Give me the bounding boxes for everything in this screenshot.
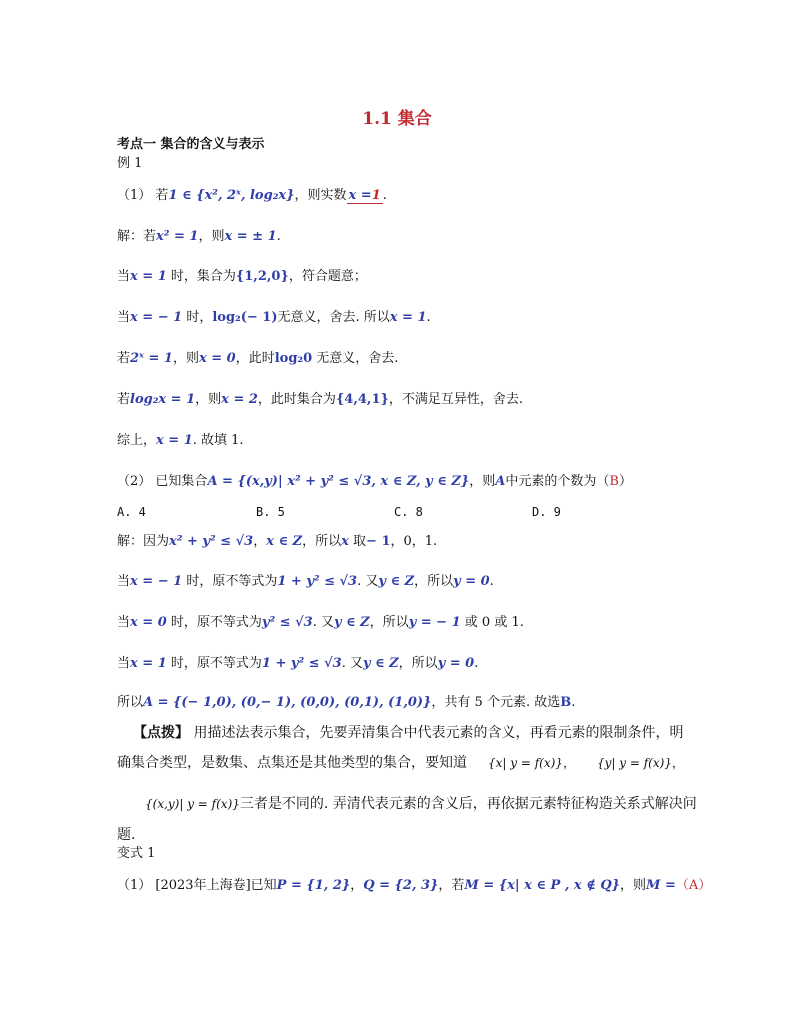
text: 用描述法表示集合，先要弄清集合中代表元素的含义，再看元素的限制条件，明: [189, 725, 684, 741]
math-expr: y = 0: [437, 656, 475, 671]
solution-line: [117, 694, 575, 712]
text: 时，集合为: [166, 269, 236, 284]
text: 当: [117, 574, 131, 589]
math-expr: {4,4,1}: [335, 392, 389, 407]
answer: 1: [371, 188, 381, 203]
solution-line: [117, 655, 478, 673]
text: 当: [117, 615, 131, 630]
text: ，: [671, 756, 684, 770]
text: 无意义，舍去.: [312, 351, 399, 366]
math-expr: 1 + y² ≤ √3: [277, 574, 358, 589]
question-number: （2）: [117, 474, 152, 489]
math-expr: − 1: [366, 534, 391, 549]
question-1: [117, 187, 387, 205]
math-expr: {x| y = f(x)}: [488, 756, 563, 770]
example-label: 例 1: [117, 156, 143, 171]
text: ）: [618, 474, 632, 489]
math-expr: P = {1, 2}: [276, 878, 351, 893]
math-expr: x ∈ Z: [266, 534, 303, 549]
math-expr: y ∈ Z: [362, 656, 399, 671]
solution-line: [117, 432, 244, 450]
math-expr: x = ± 1: [224, 229, 277, 244]
text: ，则: [195, 392, 222, 407]
math-expr: 1 ∈ {x², 2ˣ, log₂x}: [168, 188, 295, 203]
math-expr: y ∈ Z: [333, 615, 370, 630]
option-b: B. 5: [256, 505, 285, 519]
math-expr: x = 0: [198, 351, 236, 366]
text: 无意义，舍去. 所以: [277, 310, 390, 325]
math-expr: x = 1: [156, 433, 193, 448]
math-expr: A = {(x,y)| x² + y² ≤ √3, x ∈ Z, y ∈ Z}: [207, 474, 470, 489]
text: .: [382, 188, 387, 203]
text: 解：若: [117, 229, 157, 244]
text: 所以: [117, 695, 144, 710]
math-expr: y = − 1: [408, 615, 461, 630]
text: ，0，1.: [390, 534, 438, 549]
tip-label: 【点拨】: [133, 725, 189, 741]
math-expr: x = 2: [221, 392, 258, 407]
page-title: 1.1 集合: [362, 109, 432, 129]
text: 时，原不等式为: [166, 656, 262, 671]
text: ，此时: [235, 351, 275, 366]
text: ，共有 5 个元素. 故选: [431, 695, 561, 710]
text: . 又: [357, 574, 379, 589]
variant-label: 变式 1: [117, 846, 156, 861]
set-notation: [597, 754, 684, 772]
math-expr: y² ≤ √3: [261, 615, 313, 630]
math-expr: log₂(− 1): [212, 310, 278, 325]
answer: A: [688, 878, 699, 893]
math-expr: x = 0: [130, 615, 167, 630]
math-expr: 2ˣ = 1: [130, 351, 173, 366]
math-expr: 1 + y² ≤ √3: [261, 656, 342, 671]
math-expr: x = 1: [389, 310, 427, 325]
text: ，此时集合为: [257, 392, 336, 407]
text: ，若: [438, 878, 465, 893]
text: 三者是不同的. 弄清代表元素的含义后，再依据元素特征构造关系式解决问: [239, 796, 697, 812]
text: .: [276, 229, 281, 244]
text: 已知集合: [155, 474, 208, 489]
question-3: [117, 877, 711, 895]
math-expr: y ∈ Z: [378, 574, 415, 589]
answer: B: [609, 474, 619, 489]
text: 若: [117, 392, 131, 407]
math-expr: x² + y² ≤ √3: [169, 534, 254, 549]
text: 或 0 或 1.: [460, 615, 524, 630]
text: . 又: [341, 656, 363, 671]
math-expr: x = 1: [130, 269, 167, 284]
math-expr: log₂0: [274, 351, 313, 366]
question-2: [117, 473, 632, 491]
text: .: [489, 574, 494, 589]
math-expr: y = 0: [453, 574, 490, 589]
math-var: x =: [348, 188, 372, 203]
text: ，不满足互异性，舍去.: [388, 392, 523, 407]
option-d: D. 9: [532, 505, 561, 519]
solution-line: [117, 533, 437, 551]
solution-line: [117, 350, 398, 368]
math-expr: x = − 1: [130, 574, 183, 589]
text: ，: [253, 534, 267, 549]
math-expr: A = {(− 1,0), (0,− 1), (0,0), (0,1), (1,0)}: [143, 695, 432, 710]
math-expr: x = − 1: [130, 310, 183, 325]
text: ，: [562, 756, 575, 770]
option-a: A. 4: [117, 505, 146, 519]
math-expr: x = 1: [130, 656, 167, 671]
text: ，所以: [398, 656, 438, 671]
text: （: [675, 878, 689, 893]
text: .: [571, 695, 576, 710]
text: 中元素的个数为（: [505, 474, 610, 489]
set-notation: [488, 754, 575, 772]
text: 确集合类型，是数集、点集还是其他类型的集合，要知道: [117, 755, 467, 771]
math-var: M =: [646, 878, 676, 893]
text: 时，原不等式为: [166, 615, 262, 630]
text: ，则: [198, 229, 225, 244]
option-c: C. 8: [394, 505, 423, 519]
text: ，所以: [369, 615, 409, 630]
text: 当: [117, 269, 131, 284]
text: 取: [348, 534, 367, 549]
math-expr: {(x,y)| y = f(x)}: [145, 797, 240, 811]
text: ，则: [469, 474, 496, 489]
text: ，所以: [414, 574, 454, 589]
text: .: [474, 656, 479, 671]
text: . 故填 1.: [192, 433, 244, 448]
math-expr: {1,2,0}: [235, 269, 289, 284]
text: . 又: [312, 615, 334, 630]
math-var: x: [341, 534, 349, 549]
tip-line-1: [133, 724, 683, 742]
text: 时，原不等式为: [182, 574, 278, 589]
text: ，则实数: [294, 188, 347, 203]
solution-line: [117, 309, 431, 327]
math-var: A: [495, 474, 506, 489]
text: .: [426, 310, 431, 325]
text: 解：因为: [117, 534, 170, 549]
text: 当: [117, 656, 131, 671]
tip-line-4: 题.: [117, 827, 136, 843]
solution-line: [117, 614, 524, 632]
text: ）: [698, 878, 712, 893]
text: [2023年上海卷]已知: [155, 878, 277, 893]
solution-line: [117, 391, 523, 409]
section-heading: 考点一 集合的含义与表示: [117, 137, 265, 152]
solution-line: [117, 228, 281, 246]
text: ，则: [172, 351, 199, 366]
question-number: （1）: [117, 878, 152, 893]
text: 时，: [182, 310, 213, 325]
answer-blank: [347, 188, 383, 204]
text: ，符合题意；: [288, 269, 367, 284]
text: 若: [155, 188, 169, 203]
solution-line: [117, 268, 367, 286]
math-expr: B: [560, 695, 572, 710]
text: 综上，: [117, 433, 157, 448]
question-number: （1）: [117, 188, 152, 203]
math-expr: log₂x = 1: [130, 392, 196, 407]
math-expr: Q = {2, 3}: [363, 878, 439, 893]
text: ，则: [620, 878, 647, 893]
tip-line-3: [145, 795, 697, 813]
text: ，: [350, 878, 364, 893]
math-expr: M = {x| x ∈ P , x ∉ Q}: [464, 878, 621, 893]
math-expr: {y| y = f(x)}: [597, 756, 672, 770]
text: 当: [117, 310, 131, 325]
solution-line: [117, 573, 494, 591]
tip-line-2: [117, 754, 467, 772]
math-expr: x² = 1: [156, 229, 199, 244]
text: ，所以: [302, 534, 342, 549]
text: 若: [117, 351, 131, 366]
